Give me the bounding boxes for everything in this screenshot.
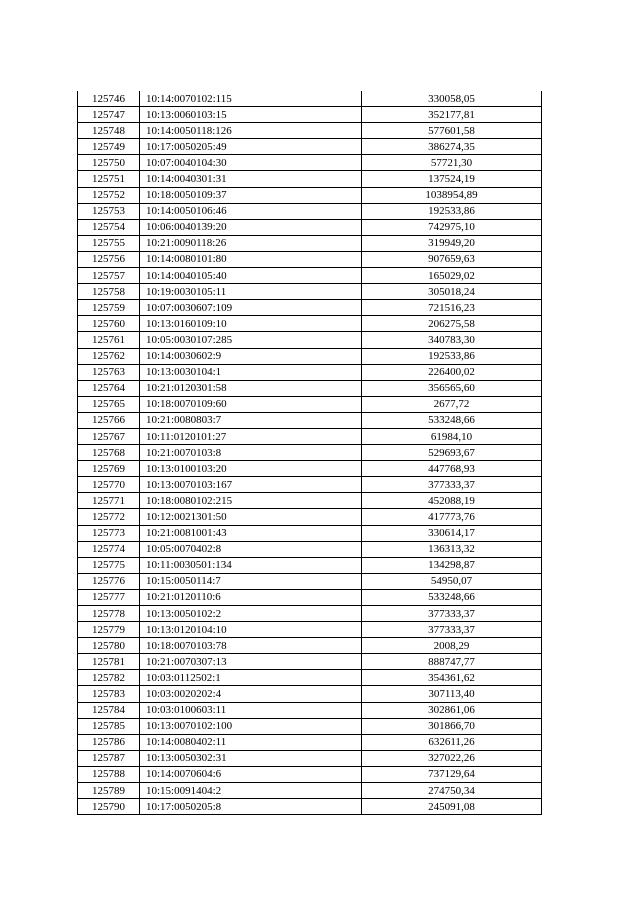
value-cell: 136313,32: [362, 541, 542, 557]
cadastral-number-cell: 10:05:0030107:285: [140, 332, 362, 348]
table-row: [78, 783, 542, 799]
table-row: [78, 525, 542, 541]
cadastral-number-cell: 10:21:0090118:26: [140, 235, 362, 251]
row-number-cell: 125783: [78, 686, 140, 702]
cadastral-number-cell: 10:21:0120110:6: [140, 589, 362, 605]
value-cell: 327022,26: [362, 750, 542, 766]
value-cell: 57721,30: [362, 155, 542, 171]
value-cell: 330058,05: [362, 91, 542, 107]
row-number-cell: 125789: [78, 783, 140, 799]
table-row: [78, 702, 542, 718]
table-row: [78, 428, 542, 444]
cadastral-number-cell: 10:14:0050106:46: [140, 203, 362, 219]
cadastral-number-cell: 10:07:0040104:30: [140, 155, 362, 171]
row-number-cell: 125759: [78, 300, 140, 316]
cadastral-number-cell: 10:18:0080102:215: [140, 493, 362, 509]
value-cell: 137524,19: [362, 171, 542, 187]
cadastral-number-cell: 10:21:0081001:43: [140, 525, 362, 541]
table-row: [78, 670, 542, 686]
row-number-cell: 125782: [78, 670, 140, 686]
cadastral-number-cell: 10:15:0091404:2: [140, 783, 362, 799]
cadastral-number-cell: 10:14:0030602:9: [140, 348, 362, 364]
value-cell: 226400,02: [362, 364, 542, 380]
table-row: [78, 139, 542, 155]
cadastral-number-cell: 10:13:0070102:100: [140, 718, 362, 734]
value-cell: 447768,93: [362, 461, 542, 477]
table-row: [78, 557, 542, 573]
value-cell: 721516,23: [362, 300, 542, 316]
row-number-cell: 125774: [78, 541, 140, 557]
table-row: [78, 123, 542, 139]
row-number-cell: 125746: [78, 91, 140, 107]
value-cell: 352177,81: [362, 107, 542, 123]
row-number-cell: 125781: [78, 654, 140, 670]
value-cell: 888747,77: [362, 654, 542, 670]
row-number-cell: 125778: [78, 606, 140, 622]
row-number-cell: 125756: [78, 251, 140, 267]
value-cell: 577601,58: [362, 123, 542, 139]
row-number-cell: 125786: [78, 734, 140, 750]
row-number-cell: 125766: [78, 412, 140, 428]
value-cell: 301866,70: [362, 718, 542, 734]
table-row: [78, 107, 542, 123]
value-cell: 192533,86: [362, 348, 542, 364]
table-row: [78, 734, 542, 750]
row-number-cell: 125776: [78, 573, 140, 589]
cadastral-number-cell: 10:07:0030607:109: [140, 300, 362, 316]
row-number-cell: 125750: [78, 155, 140, 171]
table-row: [78, 799, 542, 815]
cadastral-number-cell: 10:05:0070402:8: [140, 541, 362, 557]
row-number-cell: 125757: [78, 268, 140, 284]
value-cell: 386274,35: [362, 139, 542, 155]
row-number-cell: 125760: [78, 316, 140, 332]
value-cell: 533248,66: [362, 412, 542, 428]
row-number-cell: 125761: [78, 332, 140, 348]
table-row: [78, 316, 542, 332]
table-row: [78, 203, 542, 219]
value-cell: 245091,08: [362, 799, 542, 815]
row-number-cell: 125754: [78, 219, 140, 235]
table-row: [78, 171, 542, 187]
value-cell: 192533,86: [362, 203, 542, 219]
row-number-cell: 125762: [78, 348, 140, 364]
row-number-cell: 125755: [78, 235, 140, 251]
row-number-cell: 125747: [78, 107, 140, 123]
cadastral-number-cell: 10:12:0021301:50: [140, 509, 362, 525]
row-number-cell: 125780: [78, 638, 140, 654]
table-row: [78, 380, 542, 396]
row-number-cell: 125748: [78, 123, 140, 139]
value-cell: 206275,58: [362, 316, 542, 332]
cadastral-number-cell: 10:13:0050102:2: [140, 606, 362, 622]
cadastral-number-cell: 10:15:0050114:7: [140, 573, 362, 589]
cadastral-number-cell: 10:21:0080803:7: [140, 412, 362, 428]
cadastral-number-cell: 10:14:0080402:11: [140, 734, 362, 750]
value-cell: 302861,06: [362, 702, 542, 718]
value-cell: 354361,62: [362, 670, 542, 686]
row-number-cell: 125764: [78, 380, 140, 396]
row-number-cell: 125768: [78, 445, 140, 461]
cadastral-number-cell: 10:13:0160109:10: [140, 316, 362, 332]
value-cell: 330614,17: [362, 525, 542, 541]
row-number-cell: 125749: [78, 139, 140, 155]
value-cell: 134298,87: [362, 557, 542, 573]
table-row: [78, 412, 542, 428]
value-cell: 165029,02: [362, 268, 542, 284]
cadastral-number-cell: 10:13:0060103:15: [140, 107, 362, 123]
table-row: [78, 235, 542, 251]
cadastral-number-cell: 10:18:0070103:78: [140, 638, 362, 654]
row-number-cell: 125753: [78, 203, 140, 219]
value-cell: 305018,24: [362, 284, 542, 300]
cadastral-number-cell: 10:14:0040301:31: [140, 171, 362, 187]
cadastral-number-cell: 10:03:0100603:11: [140, 702, 362, 718]
row-number-cell: 125763: [78, 364, 140, 380]
value-cell: 319949,20: [362, 235, 542, 251]
value-cell: 533248,66: [362, 589, 542, 605]
table-row: [78, 396, 542, 412]
value-cell: 377333,37: [362, 477, 542, 493]
table-row: [78, 541, 542, 557]
row-number-cell: 125765: [78, 396, 140, 412]
table-row: [78, 155, 542, 171]
table-row: [78, 445, 542, 461]
row-number-cell: 125771: [78, 493, 140, 509]
value-cell: 274750,34: [362, 783, 542, 799]
table-row: [78, 300, 542, 316]
table-row: [78, 461, 542, 477]
cadastral-number-cell: 10:21:0120301:58: [140, 380, 362, 396]
value-cell: 54950,07: [362, 573, 542, 589]
value-cell: 356565,60: [362, 380, 542, 396]
cadastral-number-cell: 10:17:0050205:8: [140, 799, 362, 815]
table-row: [78, 284, 542, 300]
cadastral-number-cell: 10:18:0070109:60: [140, 396, 362, 412]
row-number-cell: 125752: [78, 187, 140, 203]
cadastral-number-cell: 10:14:0040105:40: [140, 268, 362, 284]
table-row: [78, 509, 542, 525]
row-number-cell: 125773: [78, 525, 140, 541]
cadastral-number-cell: 10:13:0050302:31: [140, 750, 362, 766]
row-number-cell: 125751: [78, 171, 140, 187]
row-number-cell: 125770: [78, 477, 140, 493]
table-row: [78, 493, 542, 509]
cadastral-number-cell: 10:13:0120104:10: [140, 622, 362, 638]
value-cell: 1038954,89: [362, 187, 542, 203]
cadastral-number-cell: 10:14:0050118:126: [140, 123, 362, 139]
table-row: [78, 251, 542, 267]
row-number-cell: 125767: [78, 428, 140, 444]
table-row: [78, 622, 542, 638]
row-number-cell: 125785: [78, 718, 140, 734]
cadastral-number-cell: 10:11:0120101:27: [140, 428, 362, 444]
table-row: [78, 766, 542, 782]
cadastral-value-table: [77, 91, 542, 815]
table-row: [78, 268, 542, 284]
table-row: [78, 364, 542, 380]
cadastral-number-cell: 10:03:0112502:1: [140, 670, 362, 686]
value-cell: 742975,10: [362, 219, 542, 235]
cadastral-number-cell: 10:14:0080101:80: [140, 251, 362, 267]
table-row: [78, 91, 542, 107]
cadastral-number-cell: 10:21:0070103:8: [140, 445, 362, 461]
table-row: [78, 638, 542, 654]
value-cell: 377333,37: [362, 622, 542, 638]
row-number-cell: 125758: [78, 284, 140, 300]
table-row: [78, 219, 542, 235]
value-cell: 2008,29: [362, 638, 542, 654]
table-row: [78, 718, 542, 734]
cadastral-number-cell: 10:13:0070103:167: [140, 477, 362, 493]
row-number-cell: 125790: [78, 799, 140, 815]
cadastral-number-cell: 10:11:0030501:134: [140, 557, 362, 573]
value-cell: 417773,76: [362, 509, 542, 525]
cadastral-number-cell: 10:19:0030105:11: [140, 284, 362, 300]
row-number-cell: 125787: [78, 750, 140, 766]
row-number-cell: 125775: [78, 557, 140, 573]
cadastral-number-cell: 10:14:0070604:6: [140, 766, 362, 782]
value-cell: 340783,30: [362, 332, 542, 348]
cadastral-number-cell: 10:06:0040139:20: [140, 219, 362, 235]
table-row: [78, 348, 542, 364]
value-cell: 377333,37: [362, 606, 542, 622]
row-number-cell: 125788: [78, 766, 140, 782]
value-cell: 907659,63: [362, 251, 542, 267]
table-row: [78, 332, 542, 348]
row-number-cell: 125769: [78, 461, 140, 477]
table-row: [78, 686, 542, 702]
cadastral-number-cell: 10:17:0050205:49: [140, 139, 362, 155]
row-number-cell: 125772: [78, 509, 140, 525]
document-page: [77, 91, 541, 815]
value-cell: 737129,64: [362, 766, 542, 782]
cadastral-number-cell: 10:21:0070307:13: [140, 654, 362, 670]
value-cell: 632611,26: [362, 734, 542, 750]
cadastral-number-cell: 10:03:0020202:4: [140, 686, 362, 702]
table-row: [78, 573, 542, 589]
table-row: [78, 654, 542, 670]
table-row: [78, 187, 542, 203]
value-cell: 452088,19: [362, 493, 542, 509]
value-cell: 61984,10: [362, 428, 542, 444]
table-row: [78, 750, 542, 766]
table-row: [78, 477, 542, 493]
row-number-cell: 125784: [78, 702, 140, 718]
cadastral-number-cell: 10:13:0100103:20: [140, 461, 362, 477]
table-row: [78, 589, 542, 605]
table-body: [78, 91, 542, 815]
table-row: [78, 606, 542, 622]
cadastral-number-cell: 10:13:0030104:1: [140, 364, 362, 380]
row-number-cell: 125779: [78, 622, 140, 638]
value-cell: 529693,67: [362, 445, 542, 461]
row-number-cell: 125777: [78, 589, 140, 605]
value-cell: 2677,72: [362, 396, 542, 412]
cadastral-number-cell: 10:14:0070102:115: [140, 91, 362, 107]
cadastral-number-cell: 10:18:0050109:37: [140, 187, 362, 203]
value-cell: 307113,40: [362, 686, 542, 702]
